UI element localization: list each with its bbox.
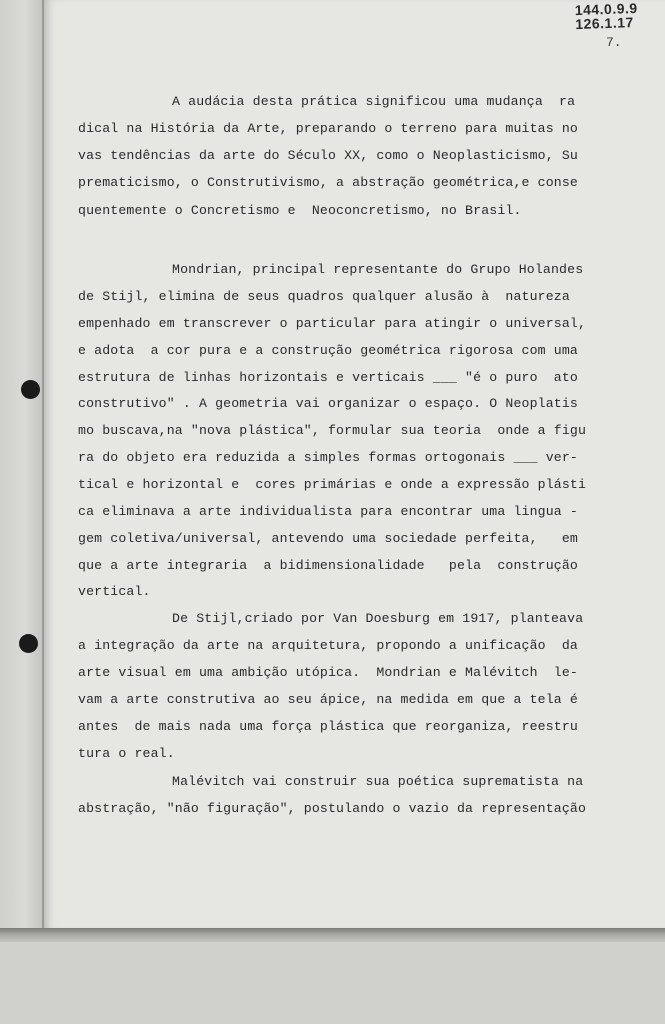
text-line: A audácia desta prática significou uma mudança ra <box>172 94 576 109</box>
text-line: arte visual em uma ambição utópica. Mondrian e Malévitch le- <box>78 665 578 680</box>
text-line: que a arte integraria a bidimensionalidade pela construção <box>78 558 578 573</box>
text-line: ca eliminava a arte individualista para encontrar uma lingua - <box>78 504 578 519</box>
text-line: estrutura de linhas horizontais e verticais ___ "é o puro ato <box>78 370 578 385</box>
punch-hole <box>19 634 38 653</box>
text-line: prematicismo, o Construtivismo, a abstração geométrica,e conse <box>78 175 578 190</box>
text-line: abstração, "não figuração", postulando o vazio da representação <box>78 801 587 816</box>
underlying-page <box>0 942 665 1024</box>
text-line: vas tendências da arte do Século XX, como o Neoplasticismo, Su <box>78 148 578 163</box>
text-line: empenhado em transcrever o particular para atingir o universal, <box>78 316 587 331</box>
text-line: quentemente o Concretismo e Neoconcretismo, no Brasil. <box>78 203 522 218</box>
text-line: construtivo" . A geometria vai organizar o espaço. O Neoplatis <box>78 396 578 411</box>
text-line: gem coletiva/universal, antevendo uma sociedade perfeita, em <box>78 531 578 546</box>
text-line: Malévitch vai construir sua poética suprematista na <box>172 774 584 789</box>
archive-stamp <box>575 1 639 31</box>
stamp-line: 126.1.17 <box>574 14 635 33</box>
text-line: De Stijl,criado por Van Doesburg em 1917, planteava <box>172 611 584 626</box>
text-line: a integração da arte na arquitetura, propondo a unificação da <box>78 638 578 653</box>
text-line: tical e horizontal e cores primárias e onde a expressão plásti <box>78 477 587 492</box>
punch-hole <box>21 380 40 399</box>
text-line: antes de mais nada uma força plástica que reorganiza, reestru <box>78 719 578 734</box>
bottom-fold <box>0 928 665 942</box>
text-line: e adota a cor pura e a construção geométrica rigorosa com uma <box>78 343 578 358</box>
stamp-line: 144.0.9.9 <box>574 0 638 19</box>
text-line: vertical. <box>78 584 151 599</box>
binding-edge <box>0 0 42 930</box>
paper-sheet <box>42 0 665 930</box>
text-line: dical na História da Arte, preparando o terreno para muitas no <box>78 121 578 136</box>
page-number: 7. <box>606 35 622 50</box>
text-line: de Stijl, elimina de seus quadros qualquer alusão à natureza <box>78 289 570 304</box>
text-line: ra do objeto era reduzida a simples formas ortogonais ___ ver- <box>78 450 578 465</box>
text-line: vam a arte construtiva ao seu ápice, na medida em que a tela é <box>78 692 578 707</box>
text-line: Mondrian, principal representante do Grupo Holandes <box>172 262 584 277</box>
text-line: tura o real. <box>78 746 175 761</box>
text-line: mo buscava,na "nova plástica", formular sua teoria onde a figu <box>78 423 587 438</box>
